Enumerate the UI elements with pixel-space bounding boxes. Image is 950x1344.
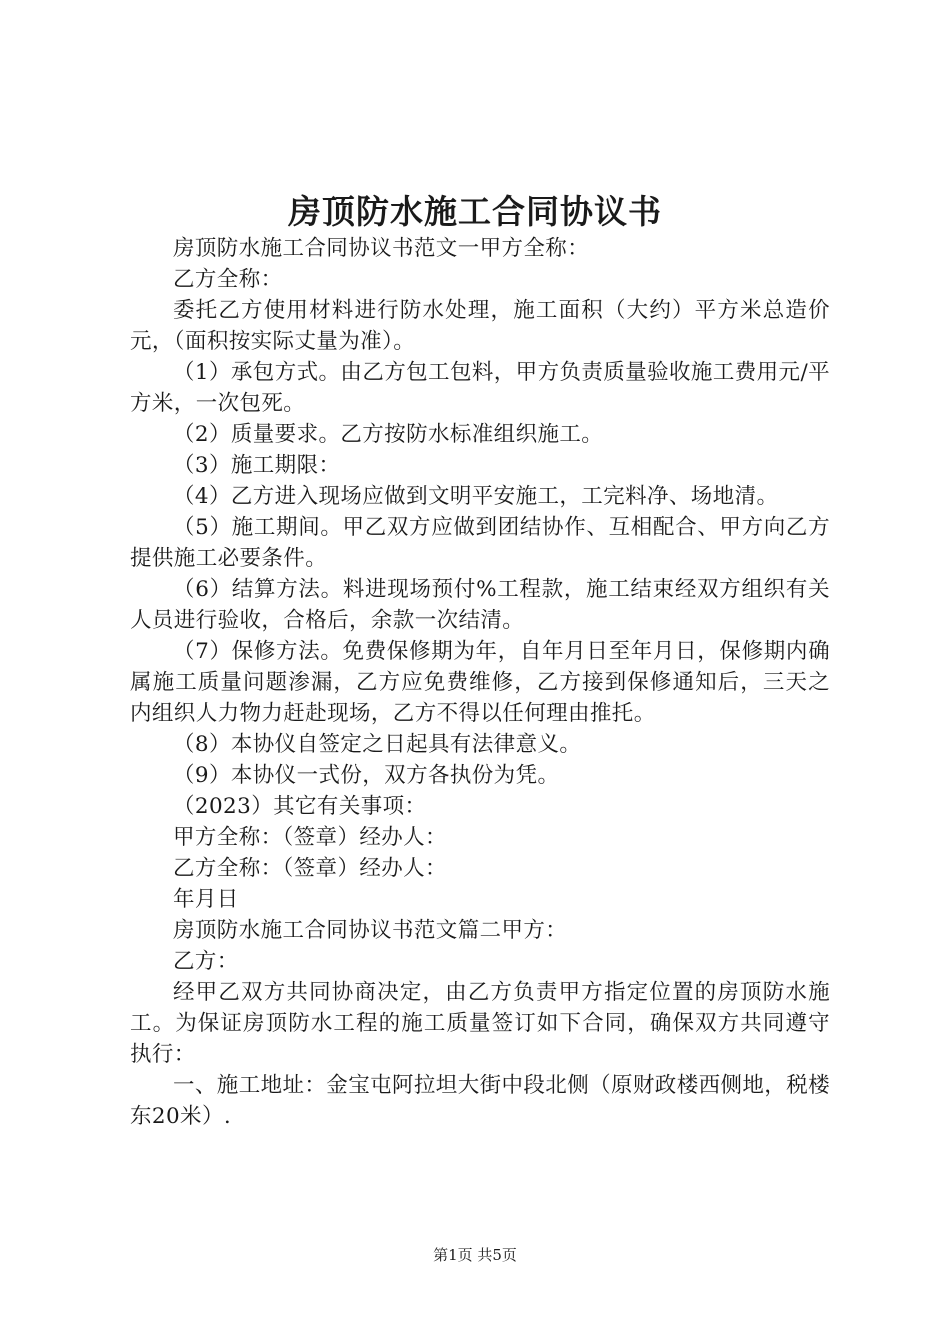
paragraph: （2）质量要求。乙方按防水标准组织施工。 (173, 422, 604, 447)
paragraph: 乙方全称：（签章）经办人： (173, 856, 447, 881)
paragraph: 经甲乙双方共同协商决定，由乙方负责甲方指定位置的房顶防水施工。为保证房顶防水工程的施工质量签订如下合同，确保双方共同遵守执行： (130, 980, 830, 1067)
paragraph: 房顶防水施工合同协议书范文篇二甲方： (173, 918, 568, 943)
paragraph: （5）施工期间。甲乙双方应做到团结协作、互相配合、甲方向乙方提供施工必要条件。 (130, 515, 830, 571)
paragraph: （6）结算方法。料进现场预付%工程款，施工结束经双方组织有关人员进行验收，合格后，余款一次结清。 (130, 577, 830, 633)
paragraph: （7）保修方法。免费保修期为年，自年月日至年月日，保修期内确属施工质量问题渗漏，乙方应免费维修，乙方接到保修通知后，三天之内组织人力物力赶赴现场，乙方不得以任何理由推托。 (130, 639, 830, 726)
paragraph: （9）本协仪一式份，双方各执份为凭。 (173, 763, 560, 788)
paragraph: 委托乙方使用材料进行防水处理，施工面积（大约）平方米总造价元，（面积按实际丈量为准）。 (130, 298, 830, 354)
document-body (130, 233, 830, 1132)
paragraph: （2023）其它有关事项： (173, 794, 427, 819)
paragraph: 乙方： (173, 949, 239, 974)
page-number: 第1页 共5页 (433, 1246, 517, 1264)
paragraph: 乙方全称： (173, 267, 283, 292)
document-title: 房顶防水施工合同协议书 (288, 192, 662, 231)
paragraph: 一、施工地址：金宝屯阿拉坦大街中段北侧（原财政楼西侧地，税楼东20米）. (130, 1073, 831, 1129)
paragraph: （4）乙方进入现场应做到文明平安施工，工完料净、场地清。 (173, 484, 779, 509)
paragraph: 甲方全称：（签章）经办人： (173, 825, 447, 850)
paragraph: （3）施工期限： (173, 453, 341, 478)
paragraph: （8）本协仪自签定之日起具有法律意义。 (173, 732, 582, 757)
paragraph: 房顶防水施工合同协议书范文一甲方全称： (173, 236, 590, 261)
paragraph: （1）承包方式。由乙方包工包料，甲方负责质量验收施工费用元/平方米，一次包死。 (130, 360, 830, 416)
paragraph: 年月日 (173, 887, 239, 912)
